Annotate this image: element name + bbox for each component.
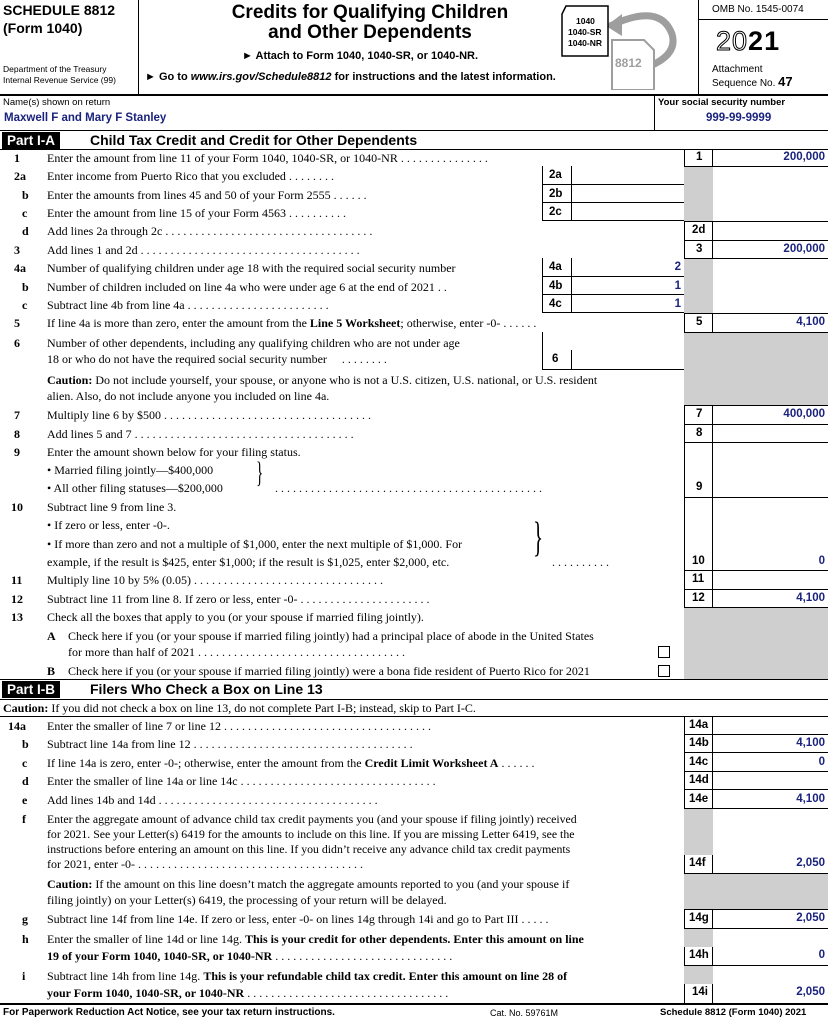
line-4c-value: 1	[674, 298, 681, 310]
ssn-label: Your social security number	[658, 97, 786, 108]
line-number: f	[22, 812, 26, 826]
line-2c-text: Enter the amount from line 15 of your Form 4563	[47, 206, 286, 220]
line-number: 10	[11, 500, 23, 514]
form-title-line1: Credits for Qualifying Children	[231, 2, 509, 23]
caution-label: Caution:	[47, 373, 93, 387]
line-number: 14a	[8, 719, 26, 733]
line-1-text: Enter the amount from line 11 of your Form 1040, 1040-SR, or 1040-NR	[47, 151, 398, 165]
line-box-label: 4c	[549, 298, 562, 310]
line-2a-text: Enter income from Puerto Rico that you excluded	[47, 169, 286, 183]
caution-6-line1	[47, 373, 597, 388]
form-reference: (Form 1040)	[3, 20, 83, 36]
line-5-text-bold: Line 5 Worksheet	[309, 316, 401, 330]
line-5-text-b: ; otherwise, enter -0-	[400, 316, 501, 330]
line-14f-text-4: for 2021, enter -0- . . . . . . . . . . . . . . . . . . . . . . . . . . . . . . . . . . . . . .	[47, 857, 363, 871]
line-6-field[interactable]	[542, 332, 684, 370]
line-number: 3	[14, 243, 20, 257]
form-title-line2: and Other Dependents	[268, 22, 472, 43]
line-14a-text: Enter the smaller of line 7 or line 12	[47, 719, 221, 733]
line-box-label: 14a	[689, 719, 709, 731]
line-text: Subtract line 14f from line 14e. If zero or less, enter -0- on lines 14g through 14i and go to Part III . . . . .	[47, 912, 549, 926]
line-number: i	[22, 969, 26, 983]
line-4a-value: 2	[674, 261, 681, 273]
line-number: b	[22, 188, 29, 202]
line-number: 13	[11, 610, 23, 624]
footer-cat-number: Cat. No. 59761M	[490, 1008, 559, 1018]
line-2d-text: Add lines 2a through 2c	[47, 224, 163, 238]
tax-year-suffix: 21	[748, 26, 781, 56]
line-13a-checkbox[interactable]	[658, 646, 670, 658]
line-number: c	[22, 298, 28, 312]
line-14i-text-1	[47, 969, 567, 984]
line-text: Number of children included on line 4a who were under age 6 at the end of 2021 . .	[47, 280, 447, 294]
line-number: 5	[14, 316, 20, 330]
line-number: 9	[14, 445, 20, 459]
line-14e-text: Add lines 14b and 14d	[47, 793, 156, 807]
forms-icon	[560, 4, 690, 90]
line-text: Subtract line 4b from line 4a . . . . . . . . . . . . . . . . . . . . . . . .	[47, 298, 329, 312]
tax-year-prefix: 20	[716, 26, 749, 56]
line-box-label: 2d	[692, 224, 706, 236]
line-box-label: 7	[696, 408, 703, 420]
line-14b-text: Subtract line 14a from line 12	[47, 737, 191, 751]
line-box-label: 14f	[689, 857, 706, 869]
line-box-label: 14g	[689, 912, 709, 924]
line-1-value: 200,000	[783, 151, 825, 163]
line-13b-checkbox[interactable]	[658, 665, 670, 677]
line-number: c	[22, 756, 28, 770]
goto-suffix: for instructions and the latest information.	[331, 71, 556, 83]
icon-form-1040: 1040	[576, 16, 595, 26]
footer-form-id: Schedule 8812 (Form 1040) 2021	[660, 1007, 807, 1018]
line-14h-text-2: 19 of your Form 1040, 1040-SR, or 1040-NR . . . . . . . . . . . . . . . . . . . . . . . . . . . . . .	[47, 949, 453, 963]
part-1a-tag: Part I-A	[2, 132, 60, 149]
part-1b-caution	[3, 701, 476, 716]
irs-label: Internal Revenue Service (99)	[3, 75, 116, 85]
line-4b-field[interactable]	[542, 277, 684, 295]
caution-14f-line1	[47, 877, 569, 892]
line-text: Enter the amount shown below for your filing status.	[47, 445, 301, 459]
line-box-label: 1	[696, 151, 703, 163]
line-10-bullet-1: • If zero or less, enter -0-.	[47, 518, 170, 532]
line-8-amount[interactable]	[713, 427, 825, 441]
line-box-label: 14b	[689, 737, 709, 749]
line-number: 11	[11, 573, 23, 587]
line-number: g	[22, 912, 28, 926]
line-number: b	[22, 737, 29, 751]
line-14f-text-4-span: for 2021, enter -0-	[47, 857, 135, 871]
line-box-label: 14c	[689, 756, 709, 768]
line-box-label: 14e	[689, 793, 709, 805]
caution-6-line2: alien. Also, do not include anyone you included on line 4a.	[47, 389, 330, 403]
line-box-label: 14d	[689, 774, 709, 786]
line-14i-text-2: your Form 1040, 1040-SR, or 1040-NR . . . . . . . . . . . . . . . . . . . . . . . . . . . . . . . . . .	[47, 986, 449, 1000]
line-box-label: 12	[692, 592, 705, 604]
line-number: d	[22, 224, 29, 238]
part-1b-tag: Part I-B	[2, 681, 60, 698]
line-14h-value: 0	[818, 949, 825, 961]
line-text: Enter the smaller of line 14a or line 14c . . . . . . . . . . . . . . . . . . . . . . . . . . . . . . . . .	[47, 774, 436, 788]
line-number: 8	[14, 427, 20, 441]
caution-6-text-1: Do not include yourself, your spouse, or anyone who is not a U.S. citizen, U.S. national, or U.S. resident	[92, 373, 598, 387]
line-box-label: 2b	[549, 188, 563, 200]
line-2a-field[interactable]	[542, 166, 684, 185]
line-6-text-2: 18 or who do not have the required social security number	[47, 352, 327, 366]
line-number: 2a	[14, 169, 26, 183]
caution-14f-text-1: If the amount on this line doesn’t match the aggregate amounts reported to you (and your spouse if	[92, 877, 570, 891]
line-4b-value: 1	[674, 280, 681, 292]
attach-instruction: ► Attach to Form 1040, 1040-SR, or 1040-NR.	[241, 50, 479, 62]
line-14b-value: 4,100	[796, 737, 825, 749]
line-14e-value: 4,100	[796, 793, 825, 805]
line-5-value: 4,100	[796, 316, 825, 328]
line-9-amount[interactable]	[713, 481, 825, 495]
line-2d-amount[interactable]	[713, 224, 825, 238]
line-box-label: 3	[696, 243, 703, 255]
line-text: Enter the amount from line 15 of your Form 4563 . . . . . . . . . .	[47, 206, 346, 220]
line-box-label: 14i	[692, 986, 708, 998]
line-13a-text-2: for more than half of 2021 . . . . . . . . . . . . . . . . . . . . . . . . . . . . . . . . . . .	[68, 645, 405, 659]
icon-schedule-8812: 8812	[615, 56, 642, 70]
omb-number: OMB No. 1545-0074	[712, 4, 804, 15]
line-14i-text-bold1: This is your refundable child tax credit. Enter this amount on line 28 of	[203, 969, 568, 983]
icon-form-1040sr: 1040-SR	[568, 27, 602, 37]
line-11-text: Multiply line 10 by 5% (0.05)	[47, 573, 191, 587]
line-text: Add lines 2a through 2c . . . . . . . . . . . . . . . . . . . . . . . . . . . . . . . . . . .	[47, 224, 373, 238]
sequence-text: Sequence No.	[712, 78, 776, 89]
line-11-amount[interactable]	[713, 573, 825, 587]
line-9-bullet-2: • All other filing statuses—$200,000	[47, 481, 223, 495]
line-14f-text-2: for 2021. See your Letter(s) 6419 for the amounts to include on this line. If you are missing Letter 6419, see the	[47, 827, 575, 841]
goto-prefix: ► Go to	[145, 71, 191, 83]
caution-label: Caution:	[3, 701, 49, 715]
line-8-text: Add lines 5 and 7	[47, 427, 132, 441]
part-1b-caution-text: If you did not check a box on line 13, do not complete Part I-B; instead, skip to Part I-C.	[48, 701, 476, 715]
line-14f-text-3: instructions before entering an amount on this line. If you didn’t receive any advance child tax credit payments	[47, 842, 571, 856]
line-box-label: 6	[552, 353, 559, 365]
line-13b-letter: B	[47, 664, 56, 678]
line-3-text: Add lines 1 and 2d	[47, 243, 138, 257]
line-12-value: 4,100	[796, 592, 825, 604]
attachment-label: Attachment	[712, 64, 763, 75]
line-14c-value: 0	[818, 756, 825, 768]
line-text: Enter the amount from line 11 of your Form 1040, 1040-SR, or 1040-NR . . . . . . . . . . . . . . .	[47, 151, 488, 165]
dept-treasury: Department of the Treasury	[3, 64, 107, 74]
part-1b-title: Filers Who Check a Box on Line 13	[90, 681, 323, 697]
line-14i-value: 2,050	[796, 986, 825, 998]
line-2b-field[interactable]	[542, 185, 684, 203]
goto-url[interactable]: www.irs.gov/Schedule8812	[190, 71, 332, 83]
line-box-label: 5	[696, 316, 703, 328]
line-10-bullet-3: example, if the result is $425, enter $1,000; if the result is $1,025, enter $2,000, etc.	[47, 555, 450, 569]
line-14i-text-bold2: your Form 1040, 1040-SR, or 1040-NR	[47, 986, 245, 1000]
line-text: 18 or who do not have the required social security number . . . . . . . .	[47, 352, 387, 366]
line-text: If line 4a is more than zero, enter the amount from the Line 5 Worksheet; otherwise, enter -0- . . . . . .	[47, 316, 537, 330]
caution-14f-line2: filing jointly) on your Letter(s) 6419, the processing of your return will be delayed.	[47, 893, 447, 907]
line-text: If line 14a is zero, enter -0-; otherwise, enter the amount from the Credit Limit Worksheet A . . . . . .	[47, 756, 535, 770]
line-14a-amount[interactable]	[713, 719, 825, 733]
tax-year	[716, 26, 780, 57]
icon-form-1040nr: 1040-NR	[568, 38, 603, 48]
line-14h-text-bold2: 19 of your Form 1040, 1040-SR, or 1040-NR	[47, 949, 273, 963]
sequence-number: 47	[778, 74, 793, 89]
line-number: 12	[11, 592, 23, 606]
line-number: d	[22, 774, 29, 788]
caution-label: Caution:	[47, 877, 93, 891]
line-text: Add lines 14b and 14d . . . . . . . . . . . . . . . . . . . . . . . . . . . . . . . . . . . . .	[47, 793, 378, 807]
taxpayer-ssn[interactable]: 999-99-9999	[706, 112, 772, 124]
line-number: 6	[14, 336, 20, 350]
line-number: e	[22, 793, 28, 807]
line-text: Subtract line 14a from line 12 . . . . . . . . . . . . . . . . . . . . . . . . . . . . . . . . . . . . .	[47, 737, 413, 751]
part-1a-title: Child Tax Credit and Credit for Other Dependents	[90, 132, 418, 148]
line-number: h	[22, 932, 29, 946]
line-text: Enter income from Puerto Rico that you excluded . . . . . . . .	[47, 169, 334, 183]
line-box-label: 11	[692, 573, 705, 585]
line-13a-text-2-span: for more than half of 2021	[68, 645, 195, 659]
line-number: c	[22, 206, 28, 220]
line-13a-letter: A	[47, 629, 56, 643]
line-text: Add lines 5 and 7 . . . . . . . . . . . . . . . . . . . . . . . . . . . . . . . . . . . . .	[47, 427, 354, 441]
line-box-label: 9	[696, 481, 703, 493]
line-2b-text: Enter the amounts from lines 45 and 50 of your Form 2555	[47, 188, 331, 202]
schedule-title: SCHEDULE 8812	[3, 2, 116, 18]
line-7-text: Multiply line 6 by $500	[47, 408, 161, 422]
line-14f-text-1: Enter the aggregate amount of advance child tax credit payments you (and your spouse if filing jointly) received	[47, 812, 577, 826]
line-box-label: 2c	[549, 206, 562, 218]
line-text: Number of other dependents, including any qualifying children who are not under age	[47, 336, 460, 350]
line-7-value: 400,000	[783, 408, 825, 420]
line-14g-text: Subtract line 14f from line 14e. If zero or less, enter -0- on lines 14g through 14i and go to Part III	[47, 912, 519, 926]
line-10-value: 0	[818, 555, 825, 567]
line-14i-text-a: Subtract line 14h from line 14g.	[47, 969, 204, 983]
line-box-label: 8	[696, 427, 703, 439]
line-14d-amount[interactable]	[713, 774, 825, 788]
line-14h-text-1	[47, 932, 584, 947]
line-number: 7	[14, 408, 20, 422]
line-text: Subtract line 11 from line 8. If zero or less, enter -0- . . . . . . . . . . . . . . . . . . . . . .	[47, 592, 430, 606]
line-13a-text-1: Check here if you (or your spouse if married filing jointly) had a principal place of abode in the United States	[68, 629, 594, 643]
line-4c-field[interactable]	[542, 295, 684, 313]
line-4a-field[interactable]	[542, 258, 684, 277]
line-14h-text-a: Enter the smaller of line 14d or line 14g.	[47, 932, 245, 946]
line-3-value: 200,000	[783, 243, 825, 255]
line-9-bullet-1: • Married filing jointly—$400,000	[47, 463, 214, 477]
line-13b-text: Check here if you (or your spouse if married filing jointly) were a bona fide resident of Puerto Rico for 2021	[68, 664, 590, 678]
line-14h-text-bold1: This is your credit for other dependents. Enter this amount on line	[244, 932, 584, 946]
name-label: Name(s) shown on return	[3, 97, 111, 108]
line-14c-text-bold: Credit Limit Worksheet A	[364, 756, 499, 770]
footer-paperwork-notice: For Paperwork Reduction Act Notice, see your tax return instructions.	[3, 1007, 335, 1018]
line-14c-text-a: If line 14a is zero, enter -0-; otherwise, enter the amount from the	[47, 756, 365, 770]
line-text: Multiply line 10 by 5% (0.05) . . . . . . . . . . . . . . . . . . . . . . . . . . . . . . . .	[47, 573, 383, 587]
line-14f-value: 2,050	[796, 857, 825, 869]
line-number: b	[22, 280, 29, 294]
sequence-label	[712, 74, 793, 89]
line-2c-field[interactable]	[542, 203, 684, 221]
line-5-text-a: If line 4a is more than zero, enter the amount from the	[47, 316, 310, 330]
line-text: Number of qualifying children under age 18 with the required social security number	[47, 261, 456, 275]
goto-instruction	[145, 71, 556, 83]
line-box-label: 14h	[689, 949, 709, 961]
line-box-label: 4a	[549, 261, 562, 273]
line-text: Add lines 1 and 2d . . . . . . . . . . . . . . . . . . . . . . . . . . . . . . . . . . . . .	[47, 243, 360, 257]
line-12-text: Subtract line 11 from line 8. If zero or less, enter -0-	[47, 592, 298, 606]
line-text: Enter the smaller of line 7 or line 12 . . . . . . . . . . . . . . . . . . . . . . . . . . . . . . . . . . .	[47, 719, 431, 733]
line-10-bullet-2: • If more than zero and not a multiple of $1,000, enter the next multiple of $1,000. For	[47, 537, 463, 551]
line-box-label: 4b	[549, 280, 563, 292]
line-text: Multiply line 6 by $500 . . . . . . . . . . . . . . . . . . . . . . . . . . . . . . . . . . .	[47, 408, 371, 422]
taxpayer-name[interactable]: Maxwell F and Mary F Stanley	[4, 112, 167, 124]
line-box-label: 2a	[549, 169, 562, 181]
line-14d-text: Enter the smaller of line 14a or line 14c	[47, 774, 238, 788]
line-4b-text: Number of children included on line 4a who were under age 6 at the end of 2021	[47, 280, 435, 294]
line-14g-value: 2,050	[796, 912, 825, 924]
line-text: Subtract line 9 from line 3.	[47, 500, 177, 514]
line-number: 1	[14, 151, 20, 165]
line-number: 4a	[14, 261, 26, 275]
line-text: Check all the boxes that apply to you (or your spouse if married filing jointly).	[47, 610, 424, 624]
line-text: Enter the amounts from lines 45 and 50 of your Form 2555 . . . . . .	[47, 188, 367, 202]
line-box-label: 10	[692, 555, 705, 567]
line-4c-text: Subtract line 4b from line 4a	[47, 298, 185, 312]
